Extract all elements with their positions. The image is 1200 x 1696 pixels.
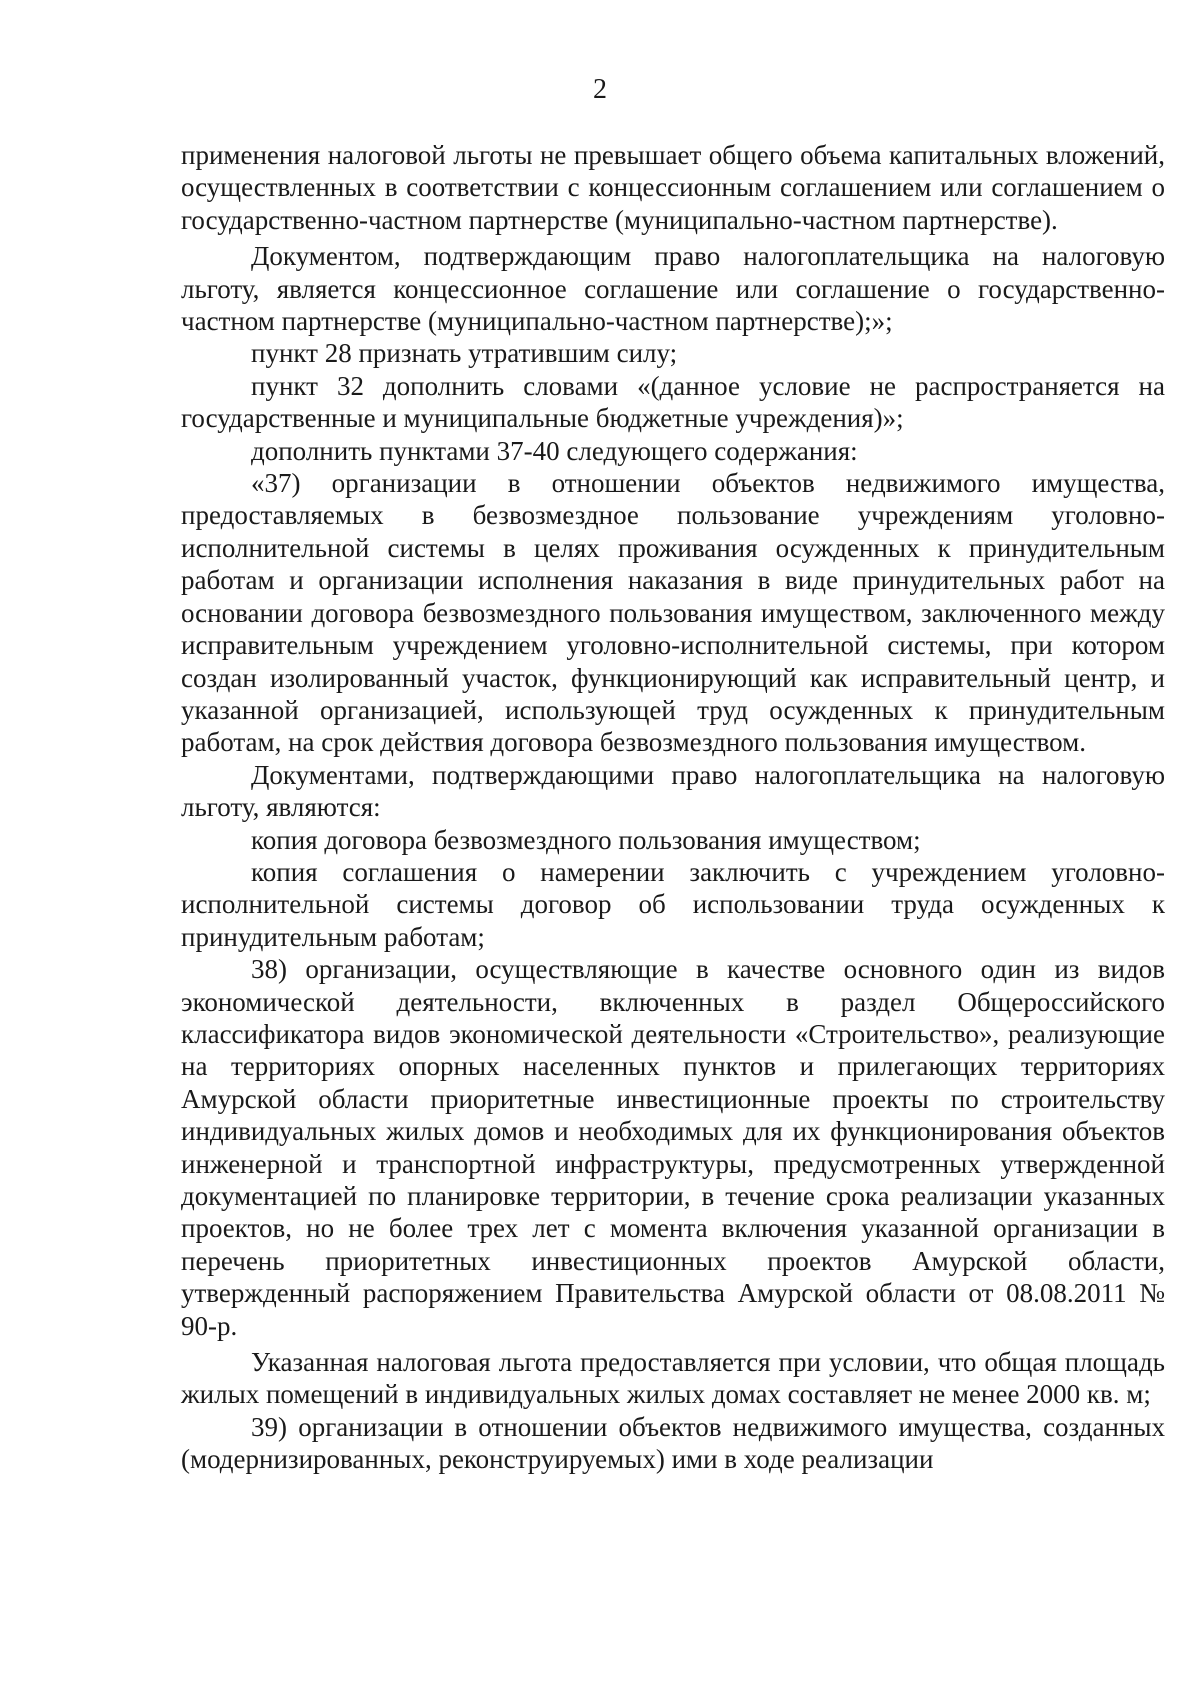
paragraph: Документом, подтверждающим право налогоплательщика на налоговую льготу, является концессионное соглашение или соглашение о государственно-частном партнерстве (муниципально-частном партнерстве);»; (181, 241, 1165, 337)
paragraph: копия соглашения о намерении заключить с учреждением уголовно-исполнительной системы договор об использовании труда осужденных к принудительным работам; (181, 856, 1165, 952)
paragraph: Указанная налоговая льгота предоставляется при условии, что общая площадь жилых помещений в индивидуальных жилых домах составляет не менее 2000 кв. м; (181, 1347, 1165, 1410)
document-body (181, 139, 1165, 1476)
paragraph: копия договора безвозмездного пользования имуществом; (251, 824, 921, 855)
page-number: 2 (593, 74, 607, 105)
paragraph: применения налоговой льготы не превышает общего объема капитальных вложений, осуществленных в соответствии с концессионным соглашением или соглашением о государственно-частном партнерстве (муниципально-частном партнерстве). (181, 140, 1165, 235)
paragraph: пункт 28 признать утратившим силу; (251, 338, 678, 369)
paragraph: 38) организации, осуществляющие в качестве основного один из видов экономической деятельности, включенных в раздел Общероссийского классификатора видов экономической деятельности «Строительство», реализующие на территориях опорных населенных пунктов и прилегающих территориях Амурской области приоритетные инвестиционные проекты по строительству индивидуальных жилых домов и необходимых для их функционирования объектов инженерной и транспортной инфраструктуры, предусмотренных утвержденной документацией по планировке территории, в течение срока реализации указанных проектов, но не более трех лет с момента включения указанной организации в перечень приоритетных инвестиционных проектов Амурской области, утвержденный распоряжением Правительства Амурской области от 08.08.2011 № 90-р. (181, 954, 1165, 1341)
paragraph: Документами, подтверждающими право налогоплательщика на налоговую льготу, являются: (181, 759, 1165, 823)
paragraph: 39) организации в отношении объектов недвижимого имущества, созданных (модернизированных, реконструируемых) ими в ходе реализации (181, 1411, 1165, 1475)
paragraph: дополнить пунктами 37-40 следующего содержания: (251, 435, 858, 466)
paragraph: «37) организации в отношении объектов недвижимого имущества, предоставляемых в безвозмездное пользование учреждениям уголовно-исполнительной системы в целях проживания осужденных к принудительным работам и организации исполнения наказания в виде принудительных работ на основании договора безвозмездного пользования имуществом, заключенного между исправительным учреждением уголовно-исполнительной системы, при котором создан изолированный участок, функционирующий как исправительный центр, и указанной организацией, использующей труд осужденных к принудительным работам, на срок действия договора безвозмездного пользования имуществом. (181, 468, 1165, 758)
paragraph: пункт 32 дополнить словами «(данное условие не распространяется на государственные и муниципальные бюджетные учреждения)»; (181, 370, 1165, 434)
